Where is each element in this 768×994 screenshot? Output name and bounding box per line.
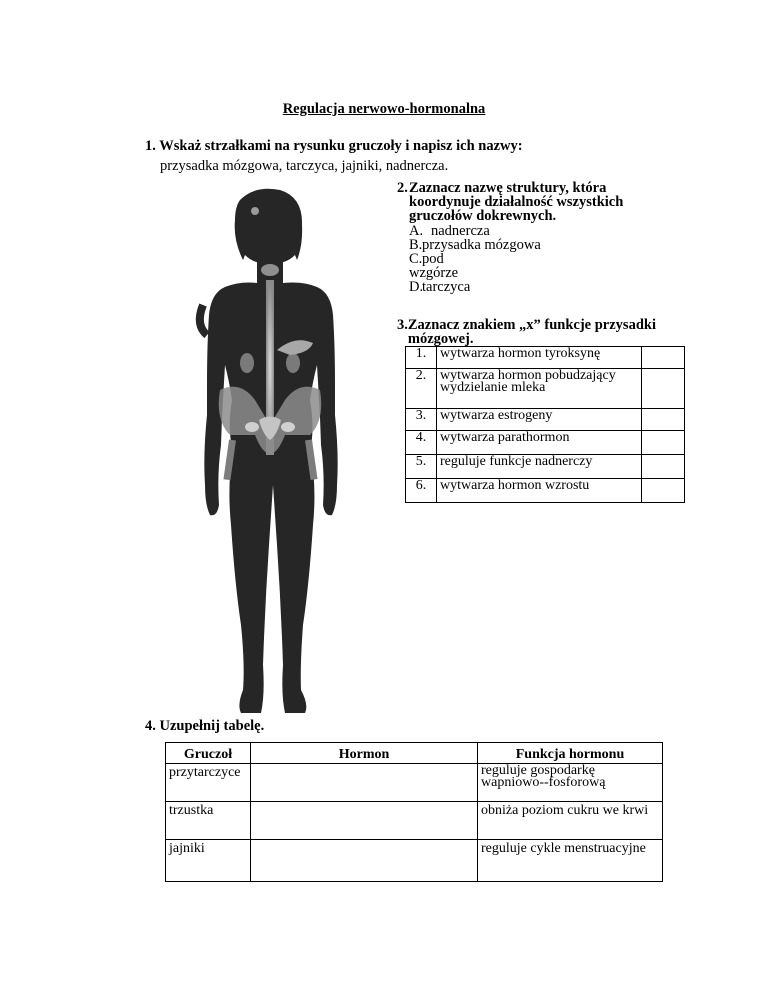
legs-shape (229, 450, 314, 713)
function-cell: reguluje gospodarkę wapniowo--fosforową (478, 764, 663, 802)
row-text: wytwarza parathormon (437, 431, 642, 455)
option-text: przysadka mózgowa (422, 237, 541, 253)
question-1-gland-list: przysadka mózgowa, tarczyca, jajniki, nadnercza. (160, 158, 449, 174)
question-2-heading-text: Zaznacz nazwę struktury, która koordynuje działalność wszystkich gruczołów dokrewnych. (409, 180, 624, 224)
question-3-table (405, 346, 685, 503)
header-hormone: Hormon (251, 743, 478, 764)
option-text: tarczyca (422, 279, 471, 295)
gland-cell: przytarczyce (166, 764, 251, 802)
option-a[interactable] (409, 224, 657, 238)
row-text: wytwarza hormon tyroksynę (437, 347, 642, 369)
option-c-continuation (409, 266, 657, 280)
option-letter: A. (409, 223, 424, 239)
table-row (406, 347, 685, 369)
option-letter: B. (409, 237, 423, 253)
question-3-heading (397, 318, 657, 346)
table-row (406, 431, 685, 455)
question-3-heading-text: Zaznacz znakiem „x” funkcje przysadki mózgowej. (407, 317, 656, 347)
table-header-row (166, 743, 663, 764)
question-4-table (165, 742, 663, 882)
option-text: wzgórze (409, 265, 459, 281)
option-text: pod (422, 251, 444, 267)
hormone-cell[interactable] (251, 840, 478, 882)
page-title: Regulacja nerwowo-hormonalna (282, 101, 486, 117)
question-2-number: 2. (397, 180, 408, 196)
question-2 (397, 181, 657, 294)
table-row (166, 840, 663, 882)
mark-cell[interactable] (642, 409, 685, 431)
function-cell: obniża poziom cukru we krwi (478, 802, 663, 840)
left-kidney-shape (240, 353, 254, 373)
option-b[interactable] (409, 238, 657, 252)
mark-cell[interactable] (642, 347, 685, 369)
mark-cell[interactable] (642, 455, 685, 479)
gland-cell: trzustka (166, 802, 251, 840)
mark-cell[interactable] (642, 369, 685, 409)
function-cell: reguluje cykle menstruacyjne (478, 840, 663, 882)
question-3-number: 3. (397, 317, 408, 333)
right-kidney-shape (286, 353, 300, 373)
mark-cell[interactable] (642, 431, 685, 455)
option-c[interactable] (409, 252, 657, 266)
option-letter: C. (409, 251, 423, 267)
row-number: 4. (406, 431, 437, 455)
breast-shape (200, 305, 207, 335)
question-2-heading (397, 181, 657, 223)
body-silhouette-figure (185, 185, 360, 720)
hormone-cell[interactable] (251, 764, 478, 802)
row-text: wytwarza estrogeny (437, 409, 642, 431)
header-function: Funkcja hormonu (478, 743, 663, 764)
table-row (166, 802, 663, 840)
row-number: 3. (406, 409, 437, 431)
row-number: 5. (406, 455, 437, 479)
hair-shape (235, 189, 302, 264)
option-text: nadnercza (431, 223, 490, 239)
question-4-heading: 4. Uzupełnij tabelę. (145, 718, 265, 734)
option-d[interactable] (409, 280, 657, 294)
question-2-options (409, 224, 657, 294)
mark-cell[interactable] (642, 479, 685, 503)
table-row (406, 369, 685, 409)
table-row (406, 409, 685, 431)
question-1-heading: 1. Wskaż strzałkami na rysunku gruczoły i napisz ich nazwy: (145, 138, 523, 154)
row-text: wytwarza hormon pobudzający wydzielanie mleka (437, 369, 642, 409)
table-row (166, 764, 663, 802)
row-number: 6. (406, 479, 437, 503)
row-text: reguluje funkcje nadnerczy (437, 455, 642, 479)
table-row (406, 455, 685, 479)
table-row (406, 479, 685, 503)
header-gland: Gruczoł (166, 743, 251, 764)
option-letter: D. (409, 279, 424, 295)
row-text: wytwarza hormon wzrostu (437, 479, 642, 503)
thyroid-shape (261, 264, 279, 276)
gland-cell: jajniki (166, 840, 251, 882)
row-number: 1. (406, 347, 437, 369)
hormone-cell[interactable] (251, 802, 478, 840)
row-number: 2. (406, 369, 437, 409)
pituitary-dot (251, 207, 259, 215)
right-ovary-shape (281, 422, 295, 432)
left-ovary-shape (245, 422, 259, 432)
